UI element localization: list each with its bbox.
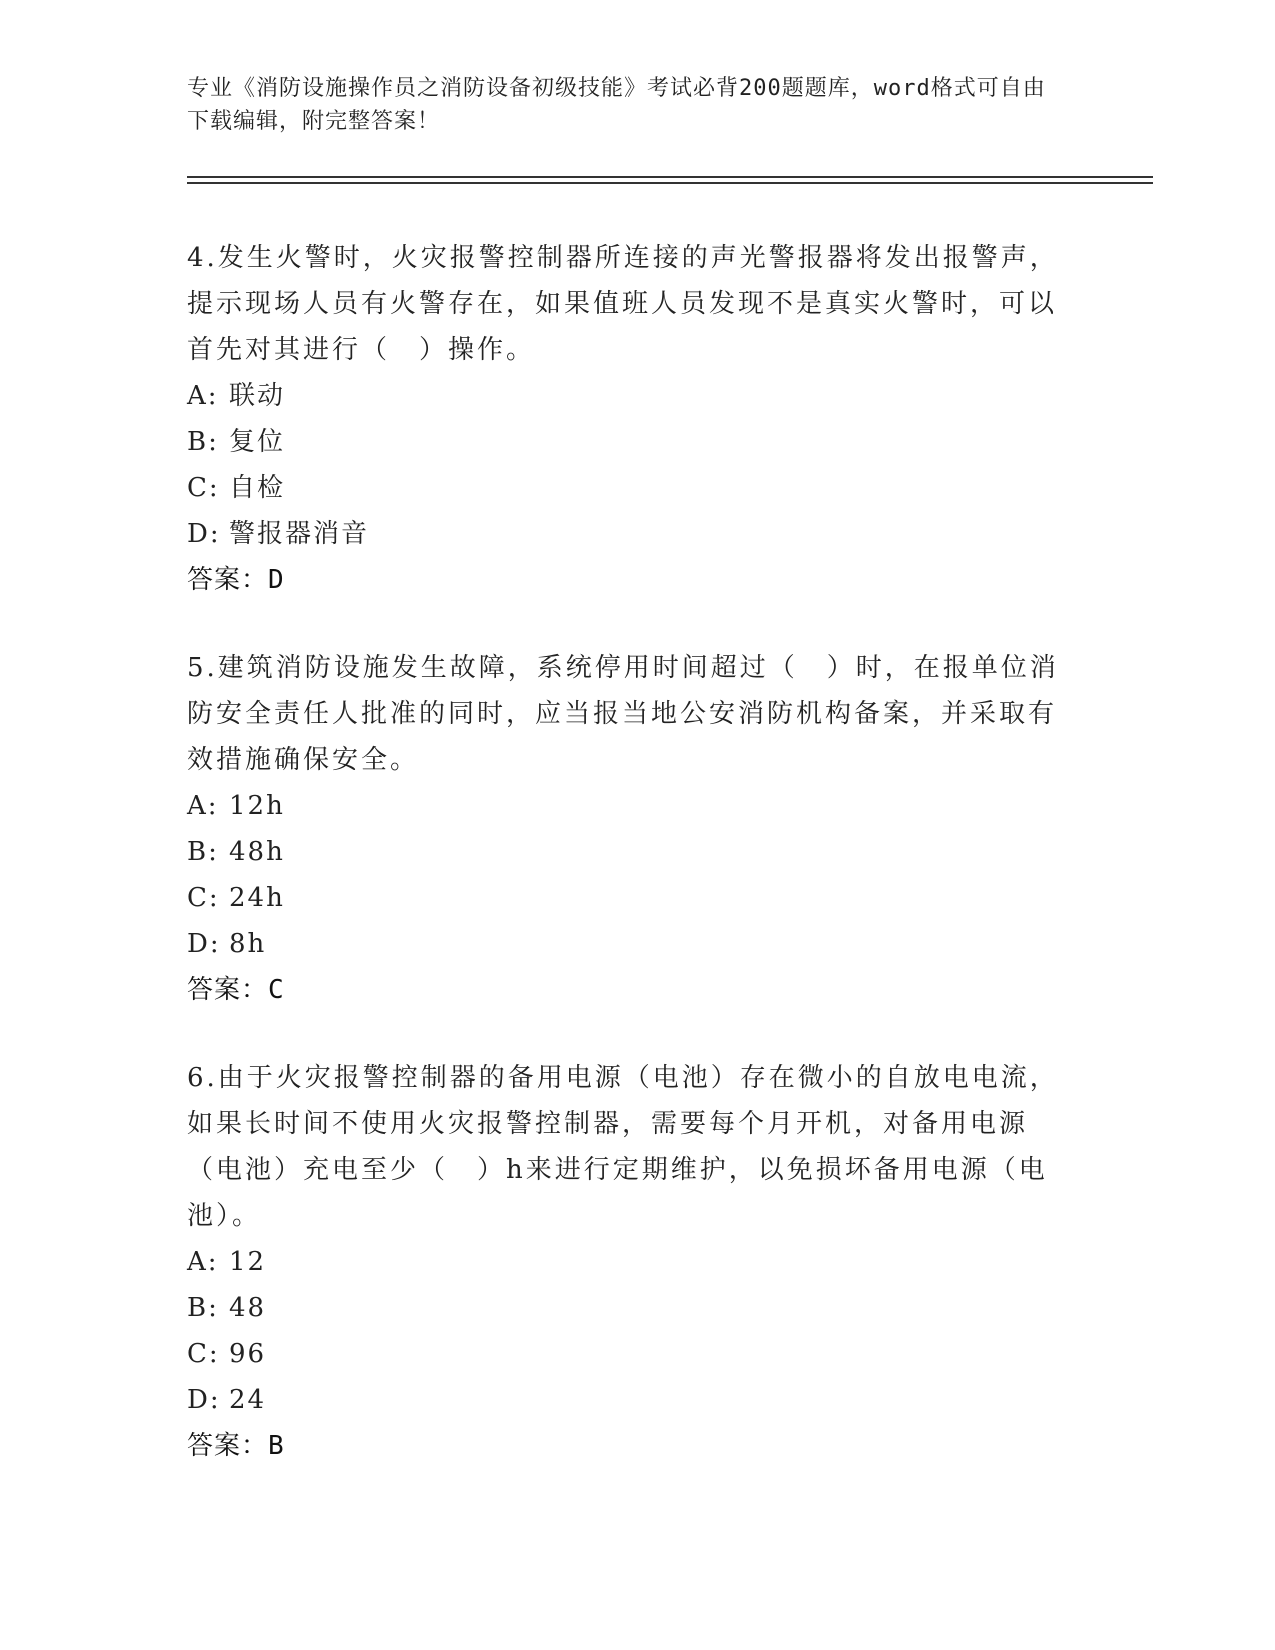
option-letter: B:	[187, 427, 219, 457]
option-text: 复位	[229, 427, 286, 457]
option-letter: D:	[187, 1385, 221, 1415]
option-letter: D:	[187, 519, 221, 549]
option-a	[187, 373, 1067, 419]
option-a	[187, 783, 1067, 829]
option-text: 12h	[229, 791, 285, 821]
option-letter: C:	[187, 1339, 220, 1369]
option-text: 8h	[229, 929, 267, 959]
question-4	[187, 235, 1067, 603]
option-text: 96	[229, 1339, 267, 1369]
option-letter: A:	[187, 1247, 219, 1277]
question-stem: 5.建筑消防设施发生故障，系统停用时间超过（ ）时，在报单位消防安全责任人批准的同时，应当报当地公安消防机构备案，并采取有效措施确保安全。	[187, 653, 1059, 775]
question-stem: 4.发生火警时，火灾报警控制器所连接的声光警报器将发出报警声，提示现场人员有火警存在，如果值班人员发现不是真实火警时，可以首先对其进行（ ）操作。	[187, 243, 1059, 365]
option-d	[187, 921, 1067, 967]
option-b	[187, 829, 1067, 875]
answer-line: 答案：C	[187, 975, 285, 1005]
option-c	[187, 1331, 1067, 1377]
answer-line: 答案：D	[187, 565, 285, 595]
document-header: 专业《消防设施操作员之消防设备初级技能》考试必背200题题库，word格式可自由下载编辑，附完整答案！	[187, 76, 1046, 134]
option-a	[187, 1239, 1067, 1285]
option-text: 联动	[229, 381, 286, 411]
question-6	[187, 1055, 1067, 1469]
option-d	[187, 511, 1067, 557]
option-c	[187, 875, 1067, 921]
option-text: 48h	[229, 837, 285, 867]
option-b	[187, 419, 1067, 465]
header-divider-bottom	[187, 182, 1153, 184]
option-c	[187, 465, 1067, 511]
option-text: 24h	[229, 883, 285, 913]
option-b	[187, 1285, 1067, 1331]
option-text: 12	[229, 1247, 267, 1277]
option-text: 自检	[229, 473, 286, 503]
option-letter: A:	[187, 791, 219, 821]
option-letter: D:	[187, 929, 221, 959]
option-letter: B:	[187, 837, 219, 867]
option-text: 48	[229, 1293, 267, 1323]
option-text: 警报器消音	[229, 519, 370, 549]
answer-line: 答案：B	[187, 1431, 285, 1461]
option-letter: C:	[187, 473, 220, 503]
option-letter: C:	[187, 883, 220, 913]
option-letter: B:	[187, 1293, 219, 1323]
question-stem: 6.由于火灾报警控制器的备用电源（电池）存在微小的自放电电流，如果长时间不使用火灾报警控制器，需要每个月开机，对备用电源（电池）充电至少（ ）h来进行定期维护，以免损坏备用电源（电池）。	[187, 1063, 1059, 1231]
option-text: 24	[229, 1385, 267, 1415]
option-letter: A:	[187, 381, 219, 411]
option-d	[187, 1377, 1067, 1423]
header-divider-top	[187, 176, 1153, 178]
question-5	[187, 645, 1067, 1013]
